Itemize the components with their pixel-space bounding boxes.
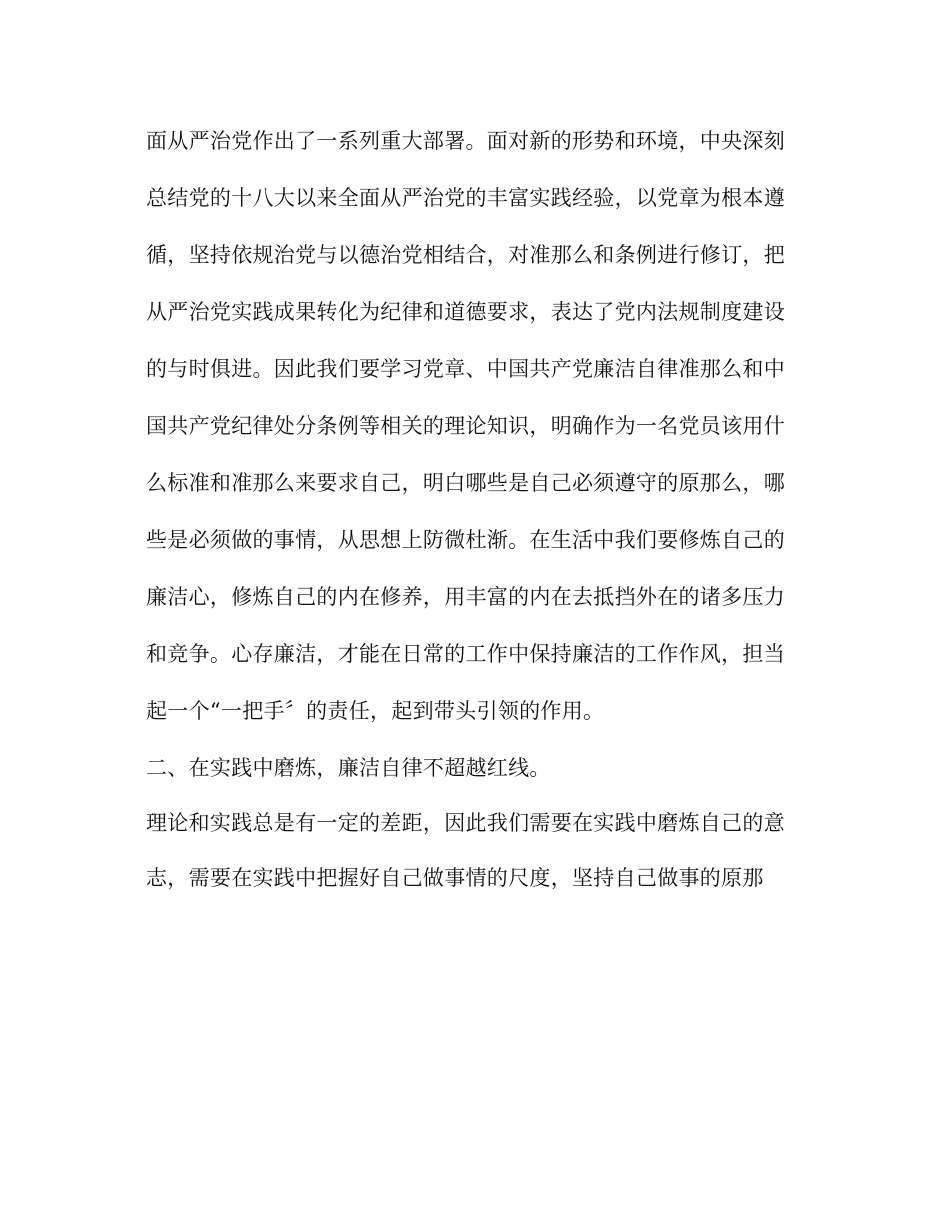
text-line: 么标准和准那么来要求自己，明白哪些是自己必须遵守的原那么，哪 xyxy=(146,471,785,495)
text-line: 起一个“一把手〞的责任，起到带头引领的作用。 xyxy=(146,699,605,723)
body-text xyxy=(146,118,806,910)
text-line: 和竞争。心存廉洁，才能在日常的工作中保持廉洁的工作作风，担当 xyxy=(146,642,785,666)
text-line: 的与时俱进。因此我们要学习党章、中国共产党廉洁自律准那么和中 xyxy=(146,357,785,381)
text-line: 面从严治党作出了一系列重大部署。面对新的形势和环境，中央深刻 xyxy=(146,129,785,153)
text-line: 从严治党实践成果转化为纪律和道德要求，表达了党内法规制度建设 xyxy=(146,300,785,324)
text-line: 志，需要在实践中把握好自己做事情的尺度，坚持自己做事的原那 xyxy=(146,866,764,890)
text-line: 理论和实践总是有一定的差距，因此我们需要在实践中磨炼自己的意 xyxy=(146,811,785,835)
text-line: 循，坚持依规治党与以德治党相结合，对准那么和条例进行修订，把 xyxy=(146,243,785,267)
section-heading: 二、在实践中磨炼，廉洁自律不超越红线。 xyxy=(146,756,551,780)
text-line: 总结党的十八大以来全面从严治党的丰富实践经验，以党章为根本遵 xyxy=(146,186,785,210)
text-line: 廉洁心，修炼自己的内在修养，用丰富的内在去抵挡外在的诸多压力 xyxy=(146,585,785,609)
text-line: 国共产党纪律处分条例等相关的理论知识，明确作为一名党员该用什 xyxy=(146,414,785,438)
text-line: 些是必须做的事情，从思想上防微杜渐。在生活中我们要修炼自己的 xyxy=(146,528,785,552)
